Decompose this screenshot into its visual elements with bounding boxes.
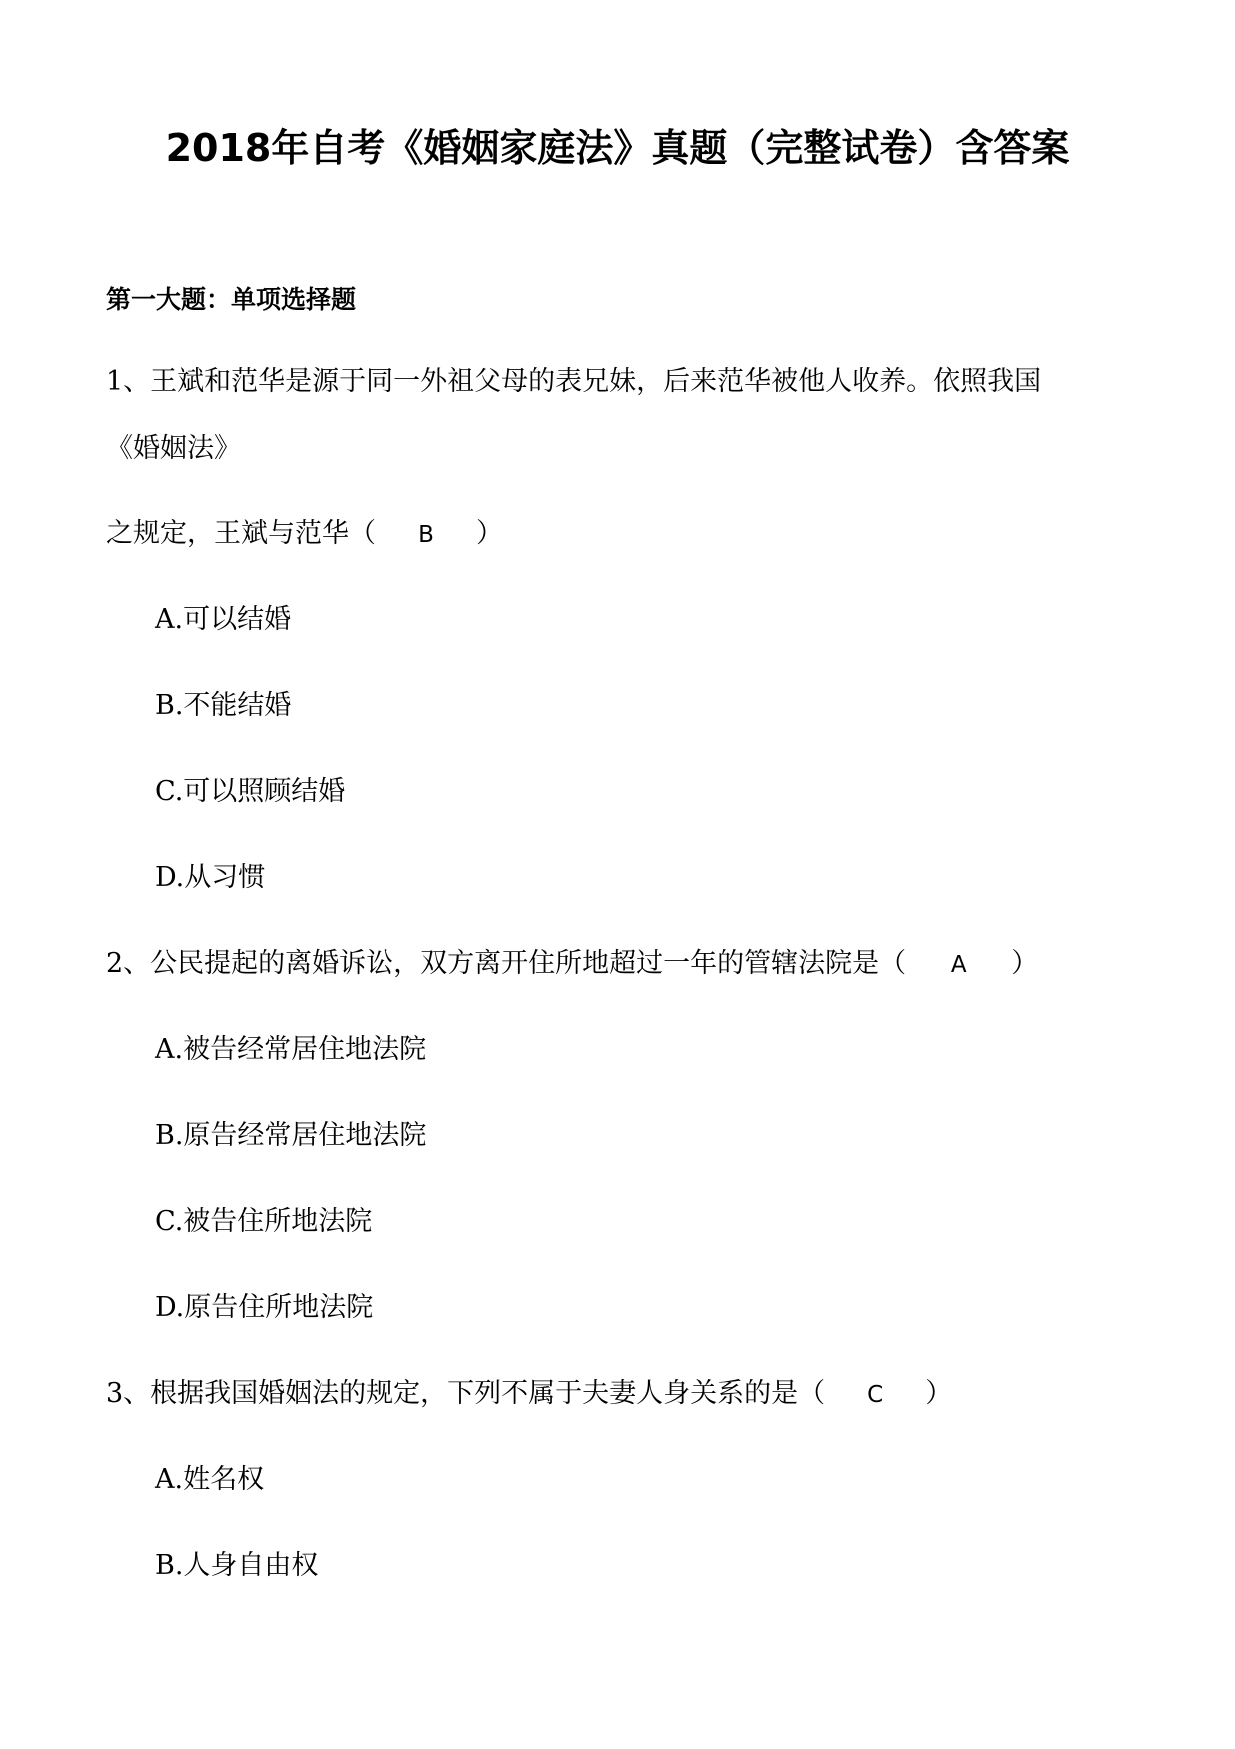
question-2-option-b: B.原告经常居住地法院 xyxy=(155,1120,427,1151)
question-2-answer: A xyxy=(950,952,967,978)
question-1-option-a: A.可以结婚 xyxy=(155,604,292,635)
question-3-stem-suffix: ） xyxy=(925,1378,953,1409)
question-3-option-a: A.姓名权 xyxy=(155,1464,265,1495)
question-1-stem-prefix: 之规定，王斌与范华（ xyxy=(106,518,376,549)
question-1-option-c: C.可以照顾结婚 xyxy=(155,776,346,807)
question-2-stem-prefix: 2、公民提起的离婚诉讼，双方离开住所地超过一年的管辖法院是（ xyxy=(106,948,907,979)
question-3-option-b: B.人身自由权 xyxy=(155,1550,319,1581)
question-1-answer: B xyxy=(418,522,434,548)
question-1-stem-line-1: 1、王斌和范华是源于同一外祖父母的表兄妹，后来范华被他人收养。依照我国 xyxy=(106,366,1042,397)
question-2-option-d: D.原告住所地法院 xyxy=(155,1292,374,1323)
question-2-stem-suffix: ） xyxy=(1011,948,1039,979)
question-1-stem-line-3 xyxy=(106,514,503,555)
question-1-option-d: D.从习惯 xyxy=(155,862,266,893)
question-1-option-b: B.不能结婚 xyxy=(155,690,292,721)
question-2-stem xyxy=(106,944,1038,985)
question-1-stem-line-2: 《婚姻法》 xyxy=(106,433,241,464)
section-heading: 第一大题：单项选择题 xyxy=(106,285,357,314)
question-2-option-a: A.被告经常居住地法院 xyxy=(155,1034,427,1065)
question-3-stem xyxy=(106,1374,952,1415)
question-2-option-c: C.被告住所地法院 xyxy=(155,1206,373,1237)
document-title: 2018年自考《婚姻家庭法》真题（完整试卷）含答案 xyxy=(165,126,1070,170)
question-3-stem-prefix: 3、根据我国婚姻法的规定，下列不属于夫妻人身关系的是（ xyxy=(106,1378,826,1409)
question-3-answer: C xyxy=(867,1382,884,1408)
question-1-stem-suffix: ） xyxy=(476,518,503,549)
